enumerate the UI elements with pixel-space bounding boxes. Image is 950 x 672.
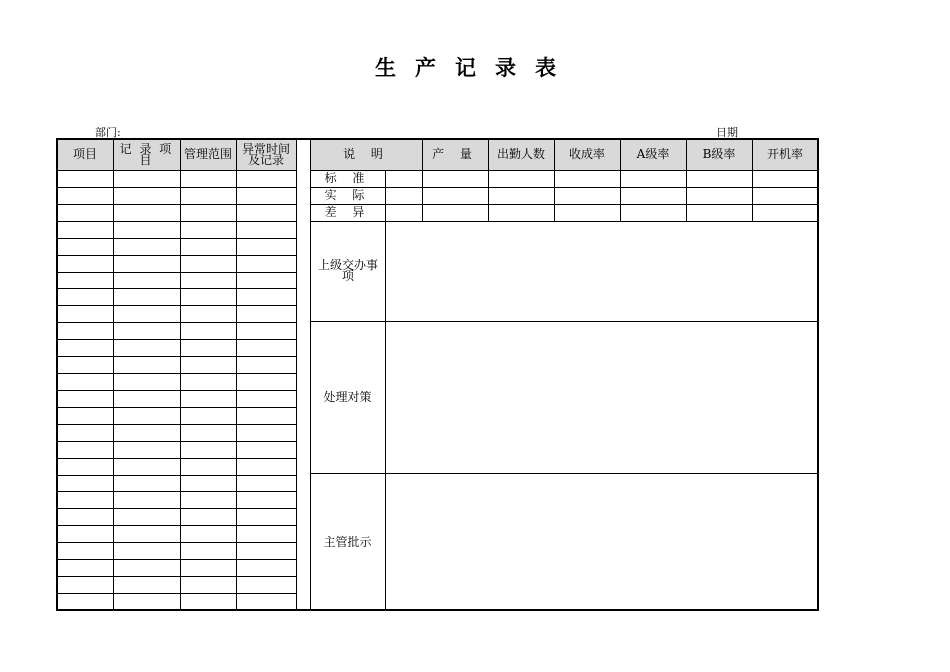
section-countermeasures: 处理对策	[323, 390, 372, 404]
header-uptime-rate: 开机率	[766, 147, 803, 161]
form-title: 生产记录表	[375, 55, 575, 80]
header-b-grade-rate: B级率	[702, 147, 736, 161]
header-yield-rate: 收成率	[568, 147, 605, 161]
row-label-actual: 实 际	[324, 188, 371, 202]
section-assigned-tasks: 上级交办事项	[317, 258, 378, 283]
form-frame	[56, 138, 819, 611]
header-description: 说 明	[343, 147, 389, 161]
row-label-variance: 差 异	[324, 205, 371, 219]
date-label: 日期	[716, 126, 738, 139]
header-abnormal-time: 异常时间及记录	[241, 141, 290, 167]
header-item: 项目	[72, 147, 97, 161]
header-a-grade-rate: A级率	[636, 147, 670, 161]
header-record-item: 记 录 项 目	[119, 141, 174, 167]
section-supervisor-notes: 主管批示	[323, 534, 372, 549]
row-label-standard: 标 准	[324, 171, 371, 185]
header-attendance: 出勤人数	[496, 147, 545, 161]
header-output: 产 量	[432, 147, 478, 161]
header-control-range: 管理范围	[183, 147, 232, 161]
department-label: 部门:	[95, 126, 121, 139]
